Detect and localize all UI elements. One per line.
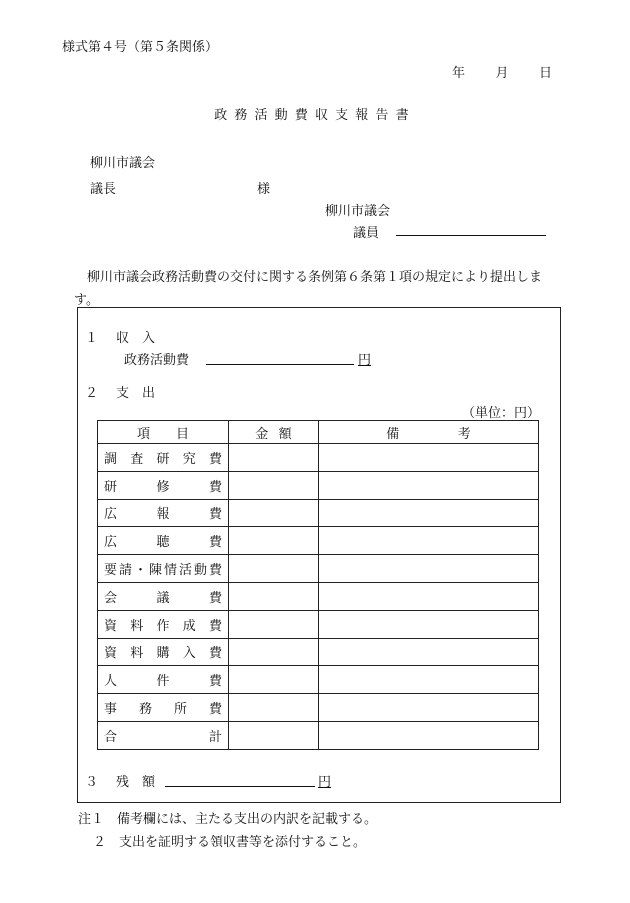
header-note: 備考	[319, 421, 539, 444]
date-day-label: 日	[538, 66, 552, 81]
income-unit: 円	[358, 353, 372, 368]
row-note-cell[interactable]	[319, 527, 539, 555]
row-item-label: 事務所費	[98, 694, 229, 722]
row-amount-cell[interactable]	[229, 471, 319, 499]
table-row	[98, 666, 539, 694]
row-amount-cell[interactable]	[229, 638, 319, 666]
sender-council: 柳川市議会	[325, 204, 391, 219]
row-item-label: 合計	[98, 721, 229, 749]
row-item-label: 広報費	[98, 499, 229, 527]
row-note-cell[interactable]	[319, 555, 539, 583]
table-row	[98, 582, 539, 610]
date-month-label: 月	[495, 66, 509, 81]
note-1: 注１ 備考欄には、主たる支出の内訳を記載する。	[78, 812, 378, 827]
addressee-honorific: 様	[257, 182, 271, 197]
date-line	[452, 62, 552, 81]
addressee-council: 柳川市議会	[90, 156, 156, 171]
row-item-label: 人件費	[98, 666, 229, 694]
expense-table	[97, 420, 539, 750]
table-row	[98, 555, 539, 583]
header-amount: 金額	[229, 421, 319, 444]
section-expense-number: ２	[85, 386, 99, 401]
row-amount-cell[interactable]	[229, 555, 319, 583]
table-row	[98, 444, 539, 472]
section-balance-heading	[85, 771, 155, 790]
row-note-cell[interactable]	[319, 638, 539, 666]
table-row	[98, 499, 539, 527]
form-number: 様式第４号（第５条関係）	[62, 40, 219, 55]
member-name-field[interactable]	[396, 235, 546, 236]
row-amount-cell[interactable]	[229, 610, 319, 638]
row-amount-cell[interactable]	[229, 499, 319, 527]
document-title: 政務活動費収支報告書	[214, 108, 416, 123]
section-income-title: 収 入	[116, 331, 156, 346]
row-note-cell[interactable]	[319, 444, 539, 472]
row-note-cell[interactable]	[319, 694, 539, 722]
section-expense-title: 支 出	[116, 386, 156, 401]
row-note-cell[interactable]	[319, 610, 539, 638]
row-amount-cell[interactable]	[229, 666, 319, 694]
row-amount-cell[interactable]	[229, 527, 319, 555]
section-income-heading	[85, 327, 155, 346]
row-note-cell[interactable]	[319, 499, 539, 527]
row-amount-cell[interactable]	[229, 444, 319, 472]
balance-unit: 円	[318, 775, 332, 790]
table-total-row	[98, 721, 539, 749]
row-item-label: 資料作成費	[98, 610, 229, 638]
income-item-label: 政務活動費	[124, 353, 190, 368]
table-row	[98, 694, 539, 722]
table-header-row	[98, 421, 539, 444]
row-amount-cell[interactable]	[229, 582, 319, 610]
row-item-label: 広聴費	[98, 527, 229, 555]
addressee-chair: 議長	[90, 182, 117, 197]
row-item-label: 研修費	[98, 471, 229, 499]
row-note-cell[interactable]	[319, 582, 539, 610]
balance-amount-field[interactable]	[165, 786, 315, 787]
row-amount-cell[interactable]	[229, 694, 319, 722]
table-row	[98, 610, 539, 638]
row-note-cell[interactable]	[319, 666, 539, 694]
row-item-label: 要請・陳情活動費	[98, 555, 229, 583]
table-row	[98, 471, 539, 499]
body-text: 柳川市議会政務活動費の交付に関する条例第６条第１項の規定により提出します。	[74, 270, 543, 308]
date-year-label: 年	[452, 66, 466, 81]
income-amount-field[interactable]	[206, 364, 354, 365]
note-2: ２ 支出を証明する領収書等を添付すること。	[93, 835, 367, 850]
section-balance-number: ３	[85, 775, 99, 790]
sender-member-label: 議員	[353, 226, 380, 241]
section-balance-title: 残 額	[116, 775, 156, 790]
header-item: 項目	[98, 421, 229, 444]
unit-note: （単位：円）	[462, 406, 541, 421]
section-expense-heading	[85, 382, 155, 401]
row-item-label: 会議費	[98, 582, 229, 610]
row-item-label: 資料購入費	[98, 638, 229, 666]
row-note-cell[interactable]	[319, 721, 539, 749]
table-row	[98, 527, 539, 555]
section-income-number: １	[85, 331, 99, 346]
row-amount-cell[interactable]	[229, 721, 319, 749]
row-item-label: 調査研究費	[98, 444, 229, 472]
table-row	[98, 638, 539, 666]
row-note-cell[interactable]	[319, 471, 539, 499]
